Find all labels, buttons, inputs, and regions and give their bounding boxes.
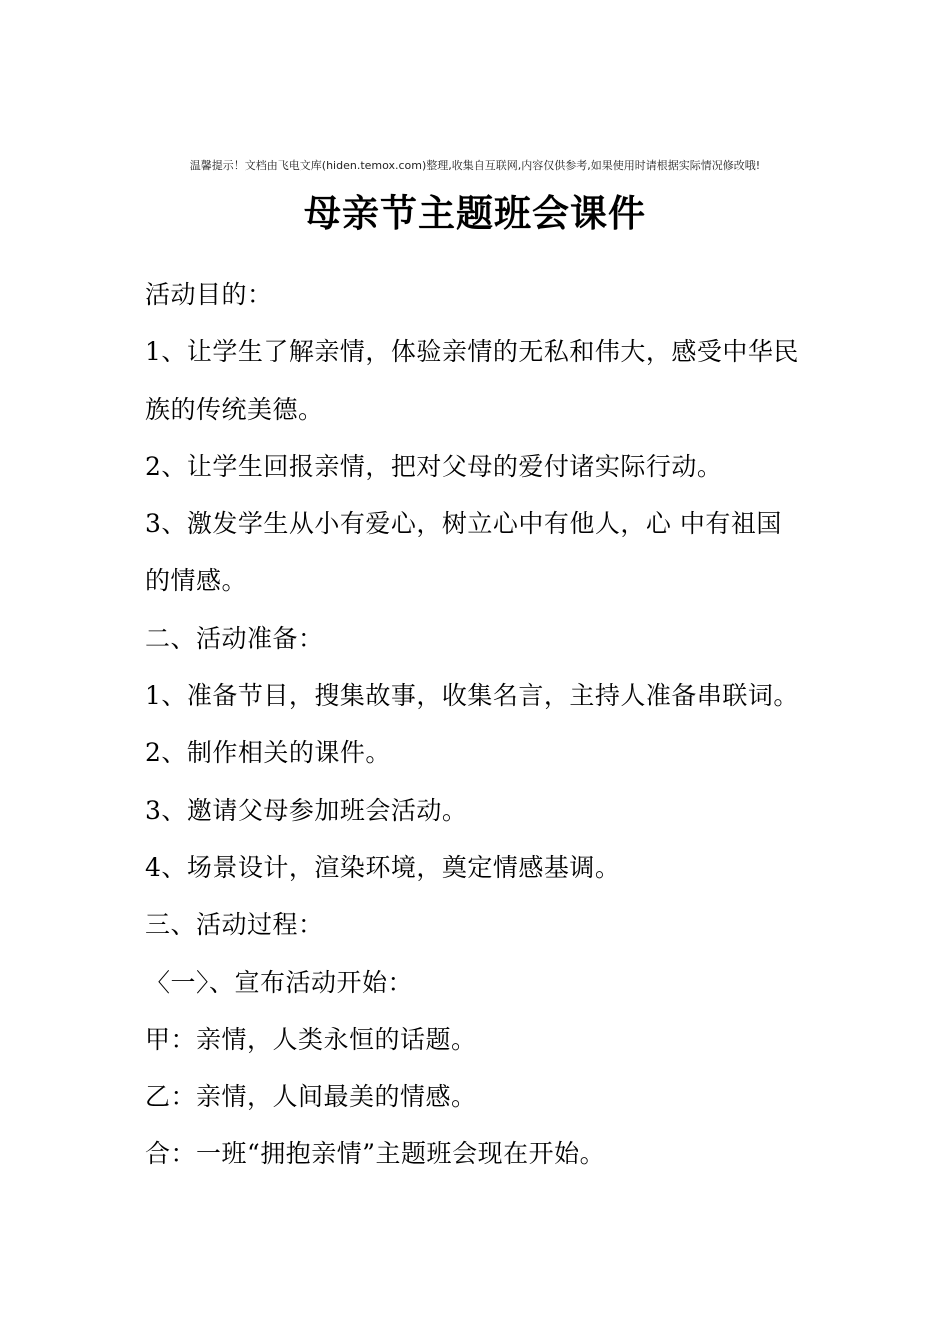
body-line: 1、让学生了解亲情，体验亲情的无私和伟大，感受中华民 (145, 337, 799, 367)
body-line-preparation-heading: 二、活动准备： (145, 623, 324, 653)
body-line: 3、邀请父母参加班会活动。 (145, 795, 468, 825)
body-line: 1、准备节目，搜集故事，收集名言，主持人准备串联词。 (145, 681, 799, 711)
body-line: 4、场景设计，渲染环境，奠定情感基调。 (145, 852, 621, 882)
body-line: 族的传统美德。 (145, 394, 324, 424)
body-line: 3、激发学生从小有爱心，树立心中有他人，心 中有祖国 (145, 509, 782, 539)
body-line: 的情感。 (145, 566, 248, 596)
header-notice: 温馨提示！文档由飞电文库(hiden.temox.com)整理,收集自互联网,内容仅供参考,如果使用时请根据实际情况修改哦! (189, 159, 761, 172)
body-line: 合：一班“拥抱亲情”主题班会现在开始。 (145, 1139, 606, 1169)
document-title: 母亲节主题班会课件 (304, 192, 646, 235)
body-line: 乙：亲情，人间最美的情感。 (145, 1082, 477, 1112)
body-line-process-heading: 三、活动过程： (145, 910, 324, 940)
body-line: 甲：亲情，人类永恒的话题。 (145, 1024, 477, 1054)
body-line: 2、让学生回报亲情，把对父母的爱付诸实际行动。 (145, 451, 723, 481)
body-line: 2、制作相关的课件。 (145, 738, 391, 768)
body-line-objective-heading: 活动目的： (145, 280, 273, 309)
document-body (145, 266, 825, 1183)
body-line: 〈一〉、宣布活动开始： (145, 967, 414, 997)
